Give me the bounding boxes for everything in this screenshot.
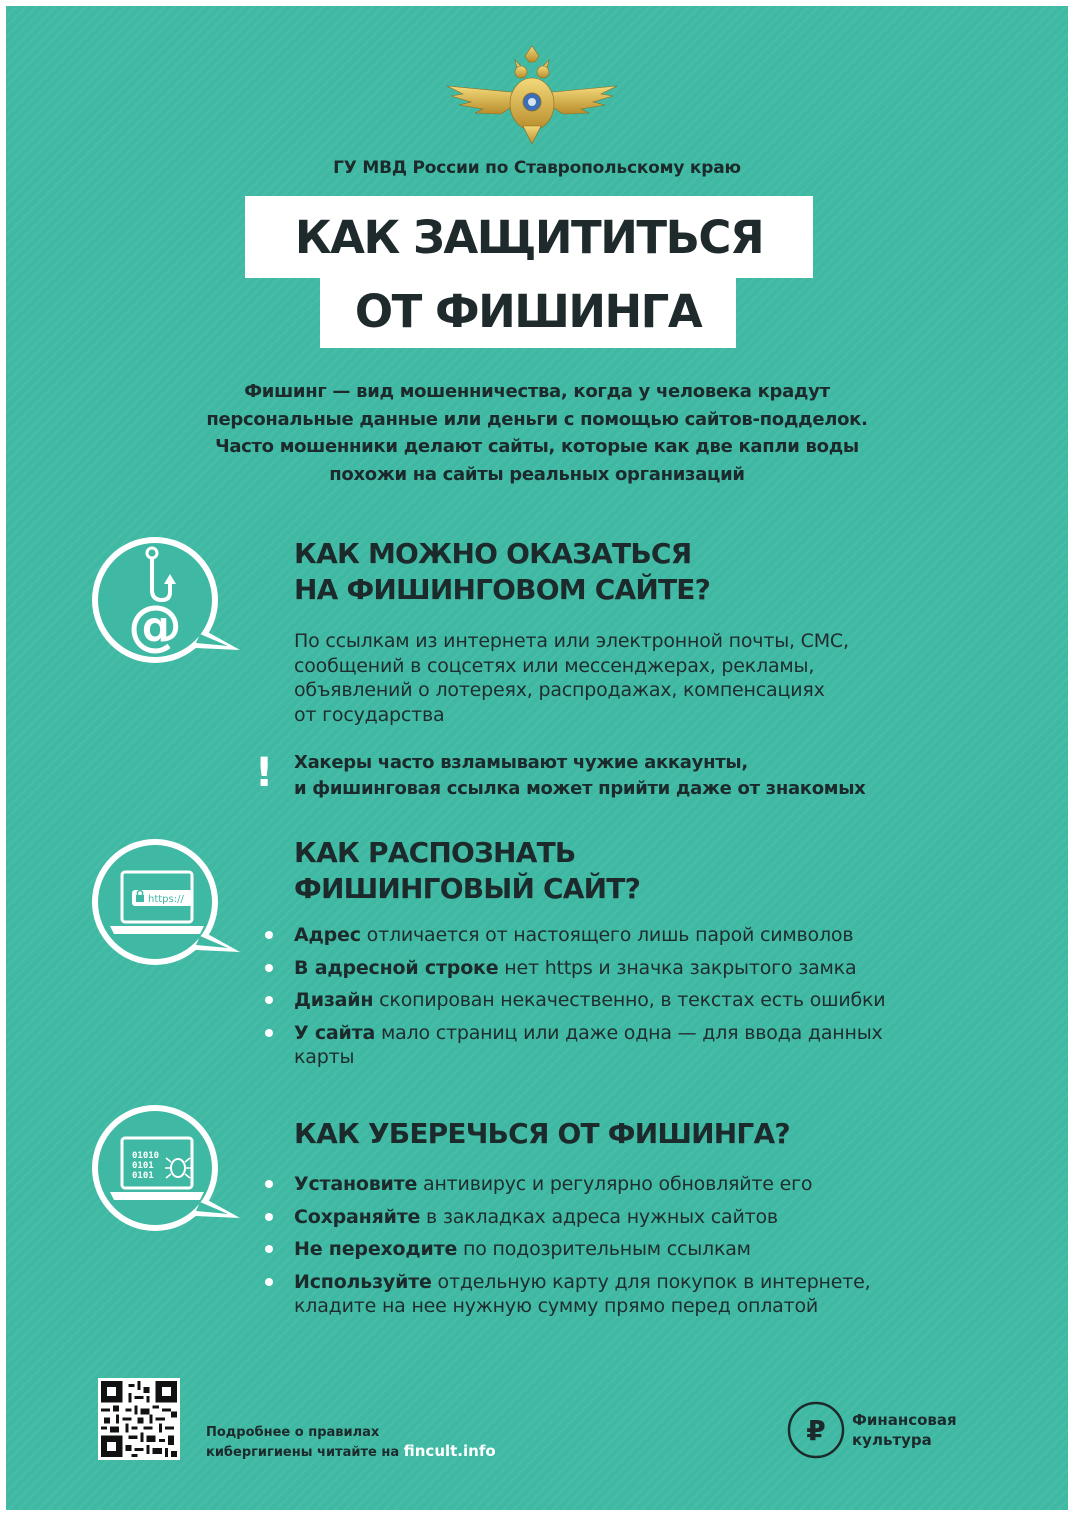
binary-line: 0101: [132, 1161, 154, 1171]
bullet-text: антивирус и регулярно обновляйте его: [417, 1173, 813, 1195]
qr-code[interactable]: [98, 1378, 180, 1460]
bullet-bold: Не переходите: [294, 1238, 458, 1260]
brand-line1: Финансовая: [852, 1411, 957, 1429]
binary-line: 0101: [132, 1171, 154, 1181]
bullet-bold: У сайта: [294, 1021, 376, 1044]
intro-line: похожи на сайты реальных организаций: [329, 463, 745, 485]
bullet-text-continued: кладите на нее нужную сумму прямо перед оплатой: [294, 1294, 819, 1317]
footer-line2: [206, 1442, 496, 1462]
list-item: [294, 1021, 885, 1069]
fincult-link[interactable]: fincult.info: [403, 1442, 496, 1460]
bullet-text: отличается от настоящего лишь парой символов: [360, 924, 854, 946]
bullet-text: мало страниц или даже одна — для ввода данных: [375, 1021, 883, 1044]
intro-line: Часто мошенники делают сайты, которые как две капли воды: [215, 436, 859, 457]
bullet-bold: Дизайн: [294, 989, 374, 1011]
ruble-logo-icon: [786, 1400, 846, 1460]
section2-title: [294, 835, 640, 907]
section2-title-line1: КАК РАСПОЗНАТЬ: [294, 836, 576, 869]
list-item: [294, 1237, 870, 1261]
intro-paragraph: [126, 378, 948, 488]
hook-at-icon: [92, 532, 242, 672]
section2-title-line2: ФИШИНГОВЫЙ САЙТ?: [294, 872, 641, 905]
poster: [6, 6, 1068, 1510]
list-item: [294, 956, 885, 980]
footer-line1: Подробнее о правилах: [206, 1425, 380, 1440]
double-headed-eagle-emblem-icon: [443, 42, 621, 146]
bullet-text: нет https и значка закрытого замка: [498, 956, 857, 979]
exclamation-icon: !: [255, 750, 274, 796]
footer-note: [206, 1424, 496, 1462]
section1-title-line1: КАК МОЖНО ОКАЗАТЬСЯ: [294, 537, 692, 570]
section3-bullet-list: [294, 1172, 870, 1326]
fincult-brand-name: [852, 1410, 957, 1450]
binary-line: 01010: [132, 1151, 160, 1161]
bullet-text-continued: карты: [294, 1045, 355, 1068]
section1-title-line2: НА ФИШИНГОВОМ САЙТЕ?: [294, 573, 711, 606]
section1-warning: [294, 750, 866, 802]
bullet-text: скопирован некачественно, в текстах есть ошибки: [373, 989, 886, 1011]
footer-line2-text: кибергигиены читайте на: [206, 1445, 404, 1460]
section2-bullet-list: [294, 923, 885, 1077]
bullet-text: в закладках адреса нужных сайтов: [420, 1205, 778, 1228]
section1-body-line: сообщений в соцсетях или мессенджерах, рекламы,: [294, 654, 815, 677]
bullet-text: отдельную карту для покупок в интернете,: [431, 1270, 871, 1293]
list-item: [294, 923, 885, 947]
svg-text:@: @: [128, 594, 182, 657]
section1-title: [294, 536, 710, 608]
bullet-bold: Адрес: [294, 924, 361, 946]
authority-name: ГУ МВД России по Ставропольскому краю: [333, 158, 741, 178]
section1-body-line: объявлений о лотереях, распродажах, компенсациях: [294, 679, 825, 701]
bullet-text: по подозрительным ссылкам: [457, 1238, 751, 1260]
page-title-line2: ОТ ФИШИНГА: [320, 274, 736, 348]
laptop-https-icon: [92, 834, 242, 974]
section1-body: [294, 629, 849, 727]
warning-line: Хакеры часто взламывают чужие аккаунты,: [294, 752, 748, 773]
ruble-symbol: ₽: [806, 1414, 826, 1447]
bullet-bold: Используйте: [294, 1270, 432, 1293]
section3-title: КАК УБЕРЕЧЬСЯ ОТ ФИШИНГА?: [294, 1117, 790, 1150]
laptop-bug-icon: [92, 1100, 242, 1240]
warning-line: и фишинговая ссылка может прийти даже от знакомых: [294, 778, 866, 799]
list-item: [294, 988, 885, 1012]
intro-line: персональные данные или деньги с помощью сайтов-подделок.: [206, 408, 868, 430]
section1-body-line: от государства: [294, 703, 445, 726]
bullet-bold: В адресной строке: [294, 956, 499, 979]
section1-body-line: По ссылкам из интернета или электронной почты, СМС,: [294, 630, 849, 652]
bullet-bold: Сохраняйте: [294, 1205, 421, 1228]
list-item: [294, 1270, 870, 1318]
list-item: [294, 1205, 870, 1229]
intro-line: Фишинг — вид мошенничества, когда у человека крадут: [244, 381, 830, 402]
page-title-line1: КАК ЗАЩИТИТЬСЯ: [245, 196, 813, 278]
bullet-bold: Установите: [294, 1173, 418, 1195]
brand-line2: культура: [852, 1431, 932, 1449]
list-item: [294, 1172, 870, 1196]
https-label: https://: [148, 894, 184, 905]
